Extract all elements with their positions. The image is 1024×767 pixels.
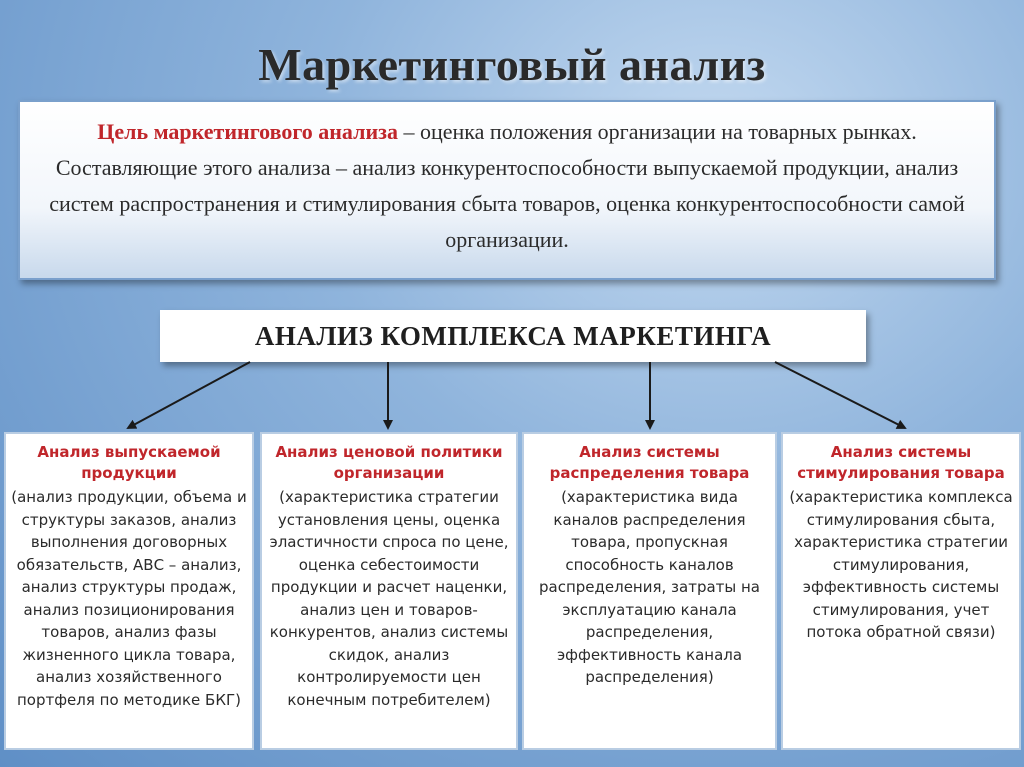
- card-promotion: [781, 432, 1021, 750]
- arrow-to-card-4: [775, 362, 905, 428]
- central-node: АНАЛИЗ КОМПЛЕКСА МАРКЕТИНГА: [160, 310, 866, 362]
- card-title: Анализ выпускаемой продукции: [37, 443, 221, 482]
- card-body: (анализ продукции, объема и структуры заказов, анализ выполнения договорных обязательств, АВС – анализ, анализ структуры продаж, анализ позиционирования товаров, анализ фазы жизненного цикла товара, анализ хозяйственного портфеля по методике БКГ): [11, 488, 247, 709]
- card-title: Анализ системы распределения товара: [549, 443, 750, 482]
- definition-text: – оценка положения организации на товарных рынках. Составляющие этого анализа – анализ конкурентоспособности выпускаемой продукции, анализ систем распространения и стимулирования сбыта товаров, оценка конкурентоспособности самой организации.: [49, 119, 965, 252]
- arrow-to-card-1: [128, 362, 250, 428]
- card-price-policy: [260, 432, 518, 750]
- card-body: (характеристика вида каналов распределения товара, пропускная способность каналов распределения, затраты на эксплуатацию канала распределения, эффективность канала распределения): [538, 488, 760, 686]
- card-title: Анализ системы стимулирования товара: [797, 443, 1005, 482]
- card-title: Анализ ценовой политики организации: [275, 443, 503, 482]
- card-distribution: [522, 432, 777, 750]
- definition-term: Цель маркетингового анализа: [97, 119, 398, 144]
- card-body: (характеристика стратегии установления цены, оценка эластичности спроса по цене, оценка себестоимости продукции и расчет наценки, анализ цен и товаров-конкурентов, анализ системы скидок, анализ контролируемости цен конечным потребителем): [269, 488, 509, 709]
- card-product-analysis: [4, 432, 254, 750]
- card-body: (характеристика комплекса стимулирования сбыта, характеристика стратегии стимулирования, эффективность системы стимулирования, учет потока обратной связи): [789, 488, 1013, 641]
- slide-title: Маркетинговый анализ: [258, 39, 766, 90]
